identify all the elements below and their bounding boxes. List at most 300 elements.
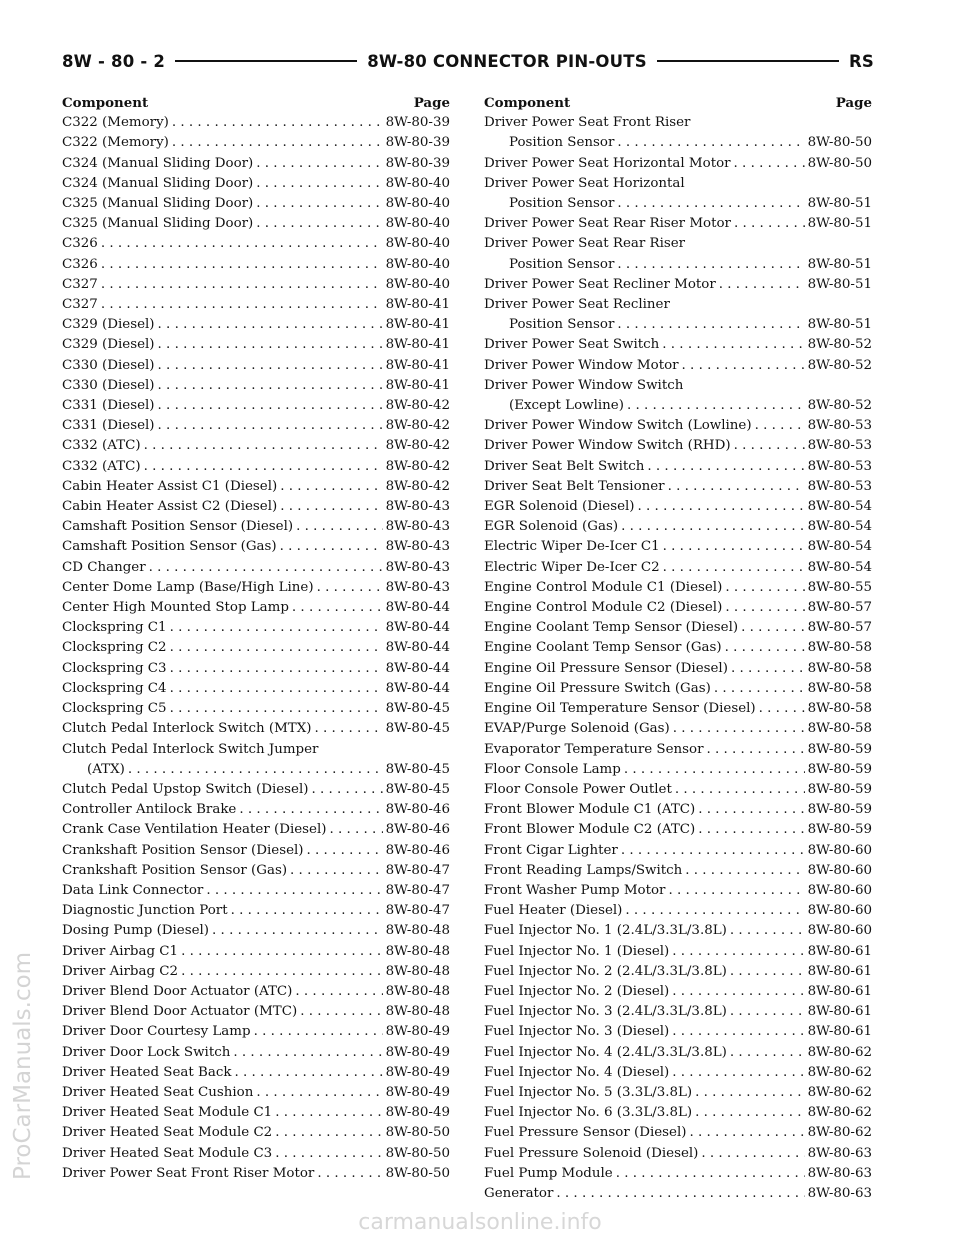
dot-leader	[734, 436, 805, 456]
entry-name: C326	[62, 256, 98, 272]
entry-name: C331 (Diesel)	[62, 398, 155, 414]
page-heading: Page	[835, 95, 872, 111]
dot-leader	[621, 841, 805, 861]
index-entry	[62, 497, 450, 517]
entry-page: 8W-80-50	[807, 135, 872, 151]
index-entry	[484, 558, 872, 578]
dot-leader	[730, 1002, 805, 1022]
entry-page: 8W-80-57	[807, 620, 872, 636]
entry-name: EVAP/Purge Solenoid (Gas)	[484, 721, 670, 737]
entry-name: Driver Door Lock Switch	[62, 1044, 231, 1060]
entry-name: Front Blower Module C1 (ATC)	[484, 802, 696, 818]
entry-name: Center High Mounted Stop Lamp	[62, 600, 289, 616]
entry-page: 8W-80-60	[807, 862, 872, 878]
index-entry	[484, 982, 872, 1002]
entry-page: 8W-80-51	[807, 216, 872, 232]
dot-leader	[231, 901, 383, 921]
index-column-left	[62, 93, 450, 1184]
entry-page: 8W-80-41	[385, 317, 450, 333]
dot-leader	[689, 1123, 804, 1143]
entry-name: Fuel Pressure Sensor (Diesel)	[484, 1125, 687, 1141]
dot-leader	[725, 578, 804, 598]
entry-name-line: Clutch Pedal Interlock Switch Jumper	[62, 741, 319, 757]
entry-page: 8W-80-60	[807, 882, 872, 898]
entry-page: 8W-80-50	[385, 1165, 450, 1181]
entry-page: 8W-80-48	[385, 1004, 450, 1020]
dot-leader	[685, 861, 804, 881]
dot-leader	[556, 1184, 804, 1204]
entry-name: Driver Power Seat Horizontal Motor	[484, 155, 731, 171]
dot-leader	[734, 154, 805, 174]
dot-leader	[280, 477, 382, 497]
entry-name: Crank Case Ventilation Heater (Diesel)	[62, 822, 327, 838]
dot-leader	[672, 942, 804, 962]
index-entry	[484, 841, 872, 861]
entry-name: Engine Oil Pressure Sensor (Diesel)	[484, 660, 728, 676]
index-entry	[62, 275, 450, 295]
entry-page: 8W-80-54	[807, 499, 872, 515]
entry-page: 8W-80-39	[385, 115, 450, 131]
entry-page: 8W-80-49	[385, 1024, 450, 1040]
entry-name: Controller Antilock Brake	[62, 802, 237, 818]
entry-name: Cabin Heater Assist C2 (Diesel)	[62, 499, 278, 515]
entry-page: 8W-80-54	[807, 559, 872, 575]
index-entry	[62, 477, 450, 497]
entry-name: Position Sensor	[509, 317, 615, 333]
index-entry	[62, 436, 450, 456]
index-entry	[62, 800, 450, 820]
dot-leader	[675, 780, 805, 800]
entry-name: Driver Heated Seat Module C3	[62, 1145, 273, 1161]
dot-leader	[617, 133, 804, 153]
entry-name: C325 (Manual Sliding Door)	[62, 196, 254, 212]
entry-page: 8W-80-40	[385, 256, 450, 272]
entry-page: 8W-80-48	[385, 963, 450, 979]
entry-page: 8W-80-62	[807, 1105, 872, 1121]
dot-leader	[314, 719, 382, 739]
index-entry	[484, 275, 872, 295]
dot-leader	[663, 558, 805, 578]
entry-name-line: Driver Power Seat Horizontal	[484, 175, 685, 191]
entry-name: Front Washer Pump Motor	[484, 882, 666, 898]
entry-name: C322 (Memory)	[62, 115, 169, 131]
entry-page: 8W-80-42	[385, 398, 450, 414]
index-entry	[484, 416, 872, 436]
dot-leader	[731, 659, 805, 679]
index-entry	[62, 921, 450, 941]
entry-page: 8W-80-60	[807, 903, 872, 919]
entry-page: 8W-80-40	[385, 216, 450, 232]
entry-name: Fuel Pressure Solenoid (Diesel)	[484, 1145, 699, 1161]
index-entry	[62, 578, 450, 598]
dot-leader	[695, 1083, 804, 1103]
entry-name: Front Blower Module C2 (ATC)	[484, 822, 696, 838]
entry-name: Driver Blend Door Actuator (MTC)	[62, 1004, 298, 1020]
entry-page: 8W-80-44	[385, 680, 450, 696]
index-entry	[484, 618, 872, 638]
dot-leader	[329, 820, 382, 840]
entry-page: 8W-80-43	[385, 519, 450, 535]
index-entry	[62, 679, 450, 699]
section-title: 8W-80 CONNECTOR PIN-OUTS	[367, 51, 647, 71]
dot-leader	[616, 1164, 805, 1184]
entry-page: 8W-80-53	[807, 478, 872, 494]
entry-name: Fuel Injector No. 4 (Diesel)	[484, 1064, 670, 1080]
entry-name: Fuel Injector No. 1 (2.4L/3.3L/3.8L)	[484, 923, 727, 939]
entry-name: Generator	[484, 1185, 554, 1201]
index-entry	[484, 760, 872, 780]
entry-page: 8W-80-63	[807, 1185, 872, 1201]
index-entry	[62, 558, 450, 578]
dot-leader	[181, 942, 382, 962]
index-entry	[484, 194, 872, 214]
entry-page: 8W-80-48	[385, 983, 450, 999]
dot-leader	[280, 537, 383, 557]
entry-name-line: Driver Power Seat Front Riser	[484, 115, 691, 131]
index-entry	[62, 618, 450, 638]
index-entry	[484, 699, 872, 719]
entry-page: 8W-80-44	[385, 600, 450, 616]
entry-name: Electric Wiper De-Icer C2	[484, 559, 660, 575]
dot-leader	[755, 416, 805, 436]
dot-leader	[734, 214, 805, 234]
index-entry	[62, 214, 450, 234]
index-entry	[484, 537, 872, 557]
dot-leader	[158, 396, 383, 416]
entry-page: 8W-80-42	[385, 418, 450, 434]
index-entry	[484, 1043, 872, 1063]
entry-name: EGR Solenoid (Diesel)	[484, 499, 635, 515]
dot-leader	[698, 820, 804, 840]
entry-page: 8W-80-52	[807, 337, 872, 353]
entry-page: 8W-80-58	[807, 701, 872, 717]
entry-page: 8W-80-62	[807, 1084, 872, 1100]
entry-page: 8W-80-40	[385, 236, 450, 252]
entry-name: Engine Control Module C1 (Diesel)	[484, 579, 723, 595]
index-entry	[484, 1144, 872, 1164]
dot-leader	[275, 1123, 382, 1143]
index-entry	[484, 1083, 872, 1103]
index-entry	[484, 820, 872, 840]
entry-page: 8W-80-44	[385, 640, 450, 656]
dot-leader	[300, 1002, 382, 1022]
entry-page: 8W-80-61	[807, 943, 872, 959]
entry-page: 8W-80-63	[807, 1145, 872, 1161]
index-entry	[484, 719, 872, 739]
entry-name: Position Sensor	[509, 135, 615, 151]
dot-leader	[307, 841, 383, 861]
entry-page: 8W-80-62	[807, 1125, 872, 1141]
dot-leader	[672, 1063, 804, 1083]
entry-page: 8W-80-47	[385, 882, 450, 898]
entry-name: Position Sensor	[509, 196, 615, 212]
dot-leader	[617, 194, 804, 214]
index-entry	[62, 295, 450, 315]
entry-name: Fuel Injector No. 2 (2.4L/3.3L/3.8L)	[484, 963, 727, 979]
entry-name: Fuel Injector No. 2 (Diesel)	[484, 983, 670, 999]
index-entry	[62, 598, 450, 618]
dot-leader	[638, 497, 805, 517]
entry-page: 8W-80-46	[385, 802, 450, 818]
index-entry	[62, 699, 450, 719]
entry-page: 8W-80-46	[385, 842, 450, 858]
entry-page: 8W-80-61	[807, 963, 872, 979]
entry-page: 8W-80-45	[385, 721, 450, 737]
dot-leader	[714, 679, 805, 699]
dot-leader	[144, 457, 383, 477]
index-entry	[62, 356, 450, 376]
dot-leader	[158, 416, 383, 436]
entry-page: 8W-80-47	[385, 903, 450, 919]
entry-page: 8W-80-59	[807, 802, 872, 818]
dot-leader	[682, 356, 805, 376]
index-entry	[62, 315, 450, 335]
component-heading: Component	[484, 95, 571, 111]
entry-page: 8W-80-59	[807, 741, 872, 757]
dot-leader	[170, 618, 383, 638]
dot-leader	[101, 275, 383, 295]
dot-leader	[254, 1022, 383, 1042]
entry-name-line: Driver Power Seat Rear Riser	[484, 236, 686, 252]
index-entry	[484, 214, 872, 234]
dot-leader	[759, 699, 805, 719]
dot-leader	[212, 921, 383, 941]
entry-name: C329 (Diesel)	[62, 337, 155, 353]
entry-page: 8W-80-47	[385, 862, 450, 878]
entry-name: C324 (Manual Sliding Door)	[62, 155, 254, 171]
entry-page: 8W-80-40	[385, 196, 450, 212]
index-entry	[484, 154, 872, 174]
dot-leader	[625, 901, 804, 921]
dot-leader	[317, 578, 383, 598]
dot-leader	[617, 255, 804, 275]
index-entry	[62, 1083, 450, 1103]
dot-leader	[233, 1043, 382, 1063]
index-entry	[484, 800, 872, 820]
index-entry	[62, 517, 450, 537]
dot-leader	[239, 800, 382, 820]
entry-page: 8W-80-49	[385, 1084, 450, 1100]
dot-leader	[627, 396, 805, 416]
entry-name-line: Driver Power Seat Recliner	[484, 297, 670, 313]
entry-page: 8W-80-40	[385, 175, 450, 191]
entry-name-line: Driver Power Window Switch	[484, 377, 684, 393]
entry-name: C330 (Diesel)	[62, 377, 155, 393]
entry-name: Driver Door Courtesy Lamp	[62, 1024, 251, 1040]
entry-name: Engine Oil Pressure Switch (Gas)	[484, 680, 711, 696]
entry-name: Clockspring C2	[62, 640, 167, 656]
entry-name: Camshaft Position Sensor (Gas)	[62, 539, 277, 555]
index-entry	[62, 719, 450, 739]
entry-name: Clockspring C3	[62, 660, 167, 676]
index-entry	[484, 477, 872, 497]
index-entry	[62, 174, 450, 194]
entry-name: Fuel Pump Module	[484, 1165, 613, 1181]
dot-leader	[256, 214, 382, 234]
entry-name: Driver Power Seat Switch	[484, 337, 660, 353]
index-entry	[62, 1103, 450, 1123]
index-entry	[62, 1164, 450, 1184]
index-column-right	[484, 93, 872, 1204]
entry-name: Data Link Connector	[62, 882, 204, 898]
entry-name: Crankshaft Position Sensor (Gas)	[62, 862, 288, 878]
entry-name: Driver Seat Belt Tensioner	[484, 478, 665, 494]
entry-name: Driver Power Seat Recliner Motor	[484, 276, 716, 292]
dot-leader	[672, 1022, 804, 1042]
dot-leader	[275, 1103, 382, 1123]
dot-leader	[730, 1043, 805, 1063]
entry-page: 8W-80-45	[385, 701, 450, 717]
entry-page: 8W-80-52	[807, 357, 872, 373]
dot-leader	[170, 679, 383, 699]
index-entry	[62, 841, 450, 861]
dot-leader	[158, 315, 383, 335]
index-entry	[62, 659, 450, 679]
index-entry	[484, 457, 872, 477]
index-entry	[484, 133, 872, 153]
entry-page: 8W-80-60	[807, 923, 872, 939]
entry-name: Clockspring C1	[62, 620, 167, 636]
entry-name: Fuel Injector No. 6 (3.3L/3.8L)	[484, 1105, 693, 1121]
index-entry	[62, 1144, 450, 1164]
dot-leader	[624, 760, 805, 780]
entry-name: Electric Wiper De-Icer C1	[484, 539, 660, 555]
index-entry	[484, 861, 872, 881]
header-rule-right	[657, 60, 839, 62]
dot-leader	[256, 154, 382, 174]
dot-leader	[668, 477, 805, 497]
entry-page: 8W-80-49	[385, 1064, 450, 1080]
entry-name: Driver Heated Seat Back	[62, 1064, 232, 1080]
index-entry	[62, 881, 450, 901]
entry-page: 8W-80-54	[807, 519, 872, 535]
dot-leader	[668, 881, 804, 901]
entry-name: Front Reading Lamps/Switch	[484, 862, 683, 878]
dot-leader	[144, 436, 383, 456]
index-entry	[484, 901, 872, 921]
entry-page: 8W-80-46	[385, 822, 450, 838]
entry-name: Driver Power Window Motor	[484, 357, 679, 373]
dot-leader	[292, 598, 383, 618]
index-entry	[484, 356, 872, 376]
index-entry	[484, 679, 872, 699]
entry-page: 8W-80-51	[807, 276, 872, 292]
entry-page: 8W-80-50	[807, 155, 872, 171]
dot-leader	[172, 113, 383, 133]
index-entry	[484, 1002, 872, 1022]
entry-name: Position Sensor	[509, 256, 615, 272]
dot-leader	[170, 638, 383, 658]
entry-name: Driver Power Seat Rear Riser Motor	[484, 216, 731, 232]
entry-name: Cabin Heater Assist C1 (Diesel)	[62, 478, 278, 494]
entry-page: 8W-80-42	[385, 458, 450, 474]
entry-name: Driver Seat Belt Switch	[484, 458, 645, 474]
index-entry	[62, 780, 450, 800]
dot-leader	[725, 638, 805, 658]
index-entry	[62, 1123, 450, 1143]
entry-page: 8W-80-43	[385, 559, 450, 575]
entry-page: 8W-80-58	[807, 640, 872, 656]
index-entry	[484, 1123, 872, 1143]
dot-leader	[101, 295, 383, 315]
entry-name: C327	[62, 276, 98, 292]
entry-page: 8W-80-39	[385, 135, 450, 151]
entry-page: 8W-80-41	[385, 337, 450, 353]
entry-page: 8W-80-59	[807, 822, 872, 838]
entry-page: 8W-80-41	[385, 377, 450, 393]
entry-page: 8W-80-55	[807, 579, 872, 595]
entry-page: 8W-80-45	[385, 781, 450, 797]
entry-name: Fuel Injector No. 3 (Diesel)	[484, 1024, 670, 1040]
entry-name: Fuel Injector No. 4 (2.4L/3.3L/3.8L)	[484, 1044, 727, 1060]
dot-leader	[662, 335, 804, 355]
dot-leader	[206, 881, 382, 901]
entry-page: 8W-80-61	[807, 1024, 872, 1040]
entry-page: 8W-80-60	[807, 842, 872, 858]
dot-leader	[234, 1063, 382, 1083]
dot-leader	[290, 861, 383, 881]
entry-page: 8W-80-58	[807, 660, 872, 676]
entry-name: Engine Control Module C2 (Diesel)	[484, 600, 723, 616]
index-entry	[484, 598, 872, 618]
dot-leader	[673, 719, 805, 739]
entry-name: Clutch Pedal Upstop Switch (Diesel)	[62, 781, 309, 797]
entry-name: Fuel Injector No. 1 (Diesel)	[484, 943, 670, 959]
column-header	[484, 93, 872, 113]
entry-page: 8W-80-44	[385, 660, 450, 676]
entry-page: 8W-80-61	[807, 1004, 872, 1020]
dot-leader	[158, 376, 383, 396]
entry-page: 8W-80-52	[807, 398, 872, 414]
entry-name: Evaporator Temperature Sensor	[484, 741, 704, 757]
page-header	[62, 50, 874, 72]
entry-page: 8W-80-51	[807, 317, 872, 333]
dot-leader	[158, 335, 383, 355]
index-entry	[484, 962, 872, 982]
entry-page: 8W-80-62	[807, 1044, 872, 1060]
entry-page: 8W-80-44	[385, 620, 450, 636]
index-entry	[484, 659, 872, 679]
entry-name: Driver Blend Door Actuator (ATC)	[62, 983, 293, 999]
dot-leader	[617, 315, 804, 335]
index-entry	[62, 1022, 450, 1042]
entry-page: 8W-80-61	[807, 983, 872, 999]
index-entry	[62, 376, 450, 396]
entry-page: 8W-80-58	[807, 680, 872, 696]
dot-leader	[719, 275, 805, 295]
dot-leader	[296, 517, 382, 537]
entry-name: Fuel Injector No. 3 (2.4L/3.3L/3.8L)	[484, 1004, 727, 1020]
entry-name: C322 (Memory)	[62, 135, 169, 151]
dot-leader	[725, 598, 804, 618]
index-entry	[62, 396, 450, 416]
entry-page: 8W-80-49	[385, 1044, 450, 1060]
dot-leader	[663, 537, 805, 557]
entry-page: 8W-80-48	[385, 923, 450, 939]
entry-name: Center Dome Lamp (Base/High Line)	[62, 579, 314, 595]
entry-name: CD Changer	[62, 559, 146, 575]
index-entry	[62, 133, 450, 153]
entry-page: 8W-80-48	[385, 943, 450, 959]
entry-name: Driver Power Seat Front Riser Motor	[62, 1165, 315, 1181]
entry-name: EGR Solenoid (Gas)	[484, 519, 619, 535]
entry-page: 8W-80-51	[807, 256, 872, 272]
entry-page: 8W-80-58	[807, 721, 872, 737]
index-entry	[484, 396, 872, 416]
index-entry	[484, 315, 872, 335]
index-entry	[484, 881, 872, 901]
index-entry	[62, 1063, 450, 1083]
